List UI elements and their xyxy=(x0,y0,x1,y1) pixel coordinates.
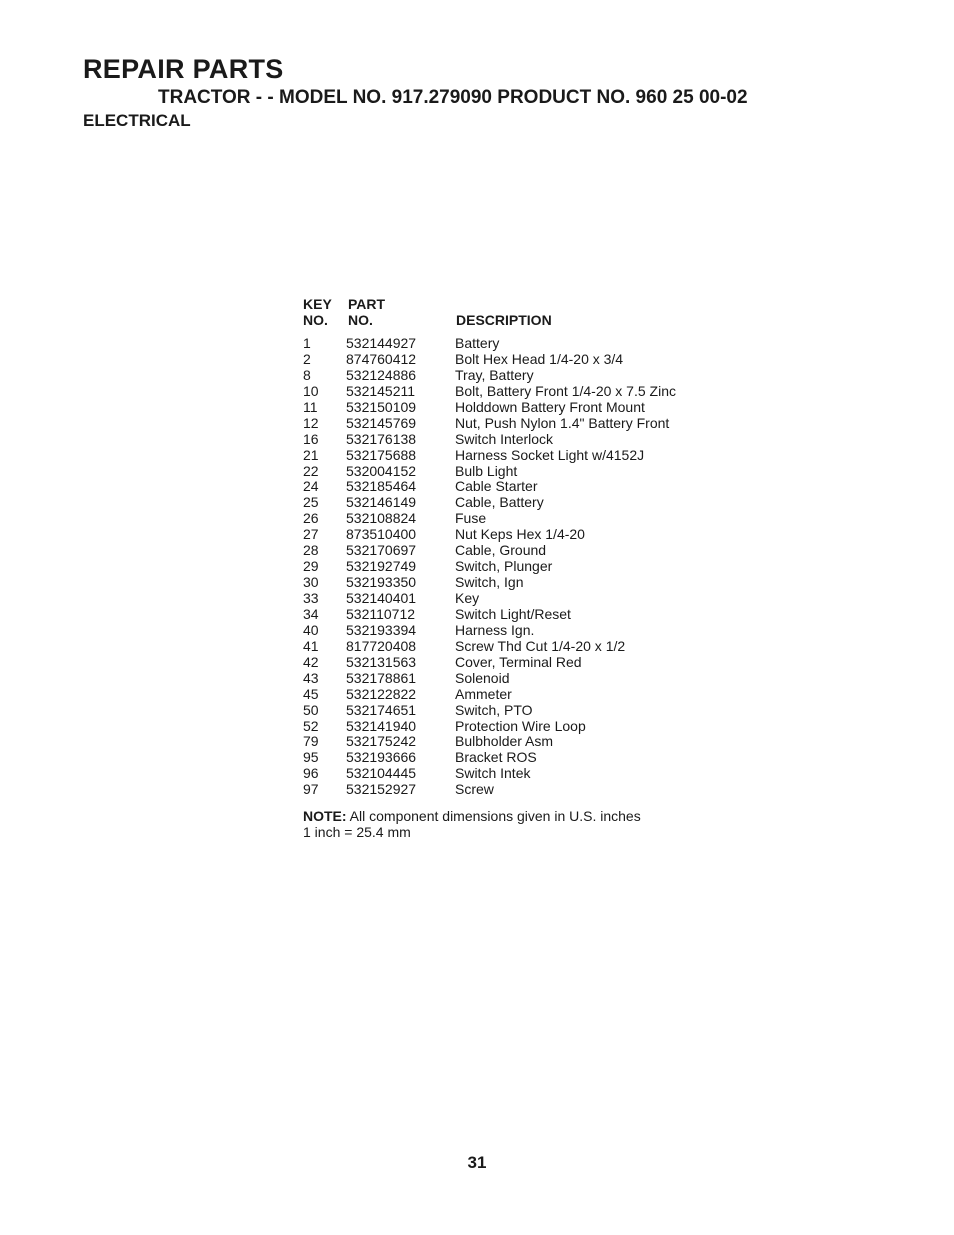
note-conversion: 1 inch = 25.4 mm xyxy=(303,824,411,841)
part-no-cell: 532152927 xyxy=(346,781,417,798)
part-no-cell: 532175242 xyxy=(346,733,417,750)
key-no-cell: 29 xyxy=(303,558,319,575)
part-no-cell: 532193394 xyxy=(346,621,417,638)
part-no-cell: 817720408 xyxy=(346,637,417,654)
key-no-cell: 97 xyxy=(303,781,319,798)
description-cell: Switch Intek xyxy=(455,765,531,782)
description-cell: Harness Socket Light w/4152J xyxy=(455,446,645,463)
table-row xyxy=(303,464,733,480)
part-no-cell: 532110712 xyxy=(346,605,416,622)
key-no-cell: 33 xyxy=(303,590,319,606)
part-no-cell: 532124886 xyxy=(346,366,417,383)
table-row xyxy=(303,527,733,543)
table-row xyxy=(303,495,733,511)
section-title: ELECTRICAL xyxy=(83,111,191,130)
key-no-cell: 42 xyxy=(303,653,319,670)
description-cell: Ammeter xyxy=(455,685,512,702)
table-row xyxy=(303,703,733,719)
table-row xyxy=(303,782,733,798)
description-cell: Cable, Ground xyxy=(455,542,547,559)
part-no-cell: 532170697 xyxy=(346,542,417,559)
description-cell: Key xyxy=(455,590,480,606)
description-cell: Bolt Hex Head 1/4-20 x 3/4 xyxy=(455,350,624,367)
description-cell: Switch, Plunger xyxy=(455,558,553,575)
key-no-cell: 25 xyxy=(303,494,319,511)
table-row xyxy=(303,384,733,400)
description-header: DESCRIPTION xyxy=(456,312,552,328)
description-cell: Screw Thd Cut 1/4-20 x 1/2 xyxy=(455,637,626,654)
part-no-cell: 532104445 xyxy=(346,765,417,782)
key-no-cell: 10 xyxy=(303,382,319,399)
table-row xyxy=(303,734,733,750)
description-cell: Nut Keps Hex 1/4-20 xyxy=(455,526,585,543)
table-row xyxy=(303,543,733,559)
key-no-cell: 1 xyxy=(303,335,311,351)
key-no-cell: 30 xyxy=(303,574,319,591)
part-no-cell: 873510400 xyxy=(346,526,417,543)
part-header-line1: PART xyxy=(348,296,386,312)
table-row xyxy=(303,400,733,416)
part-no-cell: 532193666 xyxy=(346,749,417,766)
description-cell: Screw xyxy=(455,781,494,798)
key-no-cell: 50 xyxy=(303,701,319,718)
part-no-cell: 532175688 xyxy=(346,446,417,463)
part-no-cell: 532145769 xyxy=(346,414,417,431)
key-no-cell: 22 xyxy=(303,462,319,479)
table-row xyxy=(303,750,733,766)
table-row xyxy=(303,591,733,607)
note xyxy=(303,808,733,840)
description-cell: Bulbholder Asm xyxy=(455,733,554,750)
key-no-cell: 27 xyxy=(303,526,319,543)
part-header-line2: NO. xyxy=(348,312,373,328)
key-no-cell: 28 xyxy=(303,542,319,559)
description-cell: Nut, Push Nylon 1.4" Battery Front xyxy=(455,414,670,431)
description-cell: Bolt, Battery Front 1/4-20 x 7.5 Zinc xyxy=(455,382,676,399)
table-row xyxy=(303,479,733,495)
part-no-cell: 532150109 xyxy=(346,398,417,415)
description-cell: Solenoid xyxy=(455,669,510,686)
table-row xyxy=(303,687,733,703)
description-cell: Switch Light/Reset xyxy=(455,605,571,622)
part-no-cell: 532193350 xyxy=(346,574,417,591)
part-no-cell: 532141940 xyxy=(346,717,417,734)
key-no-cell: 52 xyxy=(303,717,319,734)
description-cell: Bracket ROS xyxy=(455,749,537,766)
key-no-cell: 26 xyxy=(303,510,319,527)
key-no-cell: 16 xyxy=(303,430,319,447)
key-no-cell: 43 xyxy=(303,669,319,686)
table-row xyxy=(303,559,733,575)
description-cell: Switch Interlock xyxy=(455,430,554,447)
model-subtitle: TRACTOR - - MODEL NO. 917.279090 PRODUCT NO. 960 25 00-02 xyxy=(158,87,748,108)
header-row-2 xyxy=(303,312,733,328)
table-row xyxy=(303,671,733,687)
description-cell: Battery xyxy=(455,335,500,351)
table-row xyxy=(303,416,733,432)
note-label: NOTE: xyxy=(303,808,347,825)
description-cell: Tray, Battery xyxy=(455,366,534,383)
description-cell: Cable, Battery xyxy=(455,494,544,511)
page-number: 31 xyxy=(467,1153,487,1172)
description-cell: Protection Wire Loop xyxy=(455,717,586,734)
table-row xyxy=(303,352,733,368)
key-no-cell: 95 xyxy=(303,749,319,766)
table-row xyxy=(303,639,733,655)
parts-rows xyxy=(303,336,733,798)
part-no-cell: 532131563 xyxy=(346,653,417,670)
description-cell: Switch, Ign xyxy=(455,574,524,591)
table-row xyxy=(303,448,733,464)
part-no-cell: 532174651 xyxy=(346,701,417,718)
part-no-cell: 532178861 xyxy=(346,669,417,686)
description-cell: Cover, Terminal Red xyxy=(455,653,582,670)
part-no-cell: 532176138 xyxy=(346,430,417,447)
table-row xyxy=(303,336,733,352)
key-no-cell: 11 xyxy=(303,398,318,415)
part-no-cell: 532108824 xyxy=(346,510,417,527)
key-no-cell: 8 xyxy=(303,366,311,383)
part-no-cell: 874760412 xyxy=(346,350,417,367)
table-row xyxy=(303,766,733,782)
table-row xyxy=(303,432,733,448)
key-no-cell: 21 xyxy=(303,446,319,463)
description-cell: Cable Starter xyxy=(455,478,538,495)
table-row xyxy=(303,655,733,671)
key-no-cell: 2 xyxy=(303,350,311,367)
table-row xyxy=(303,607,733,623)
part-no-cell: 532146149 xyxy=(346,494,417,511)
part-no-cell: 532140401 xyxy=(346,590,417,606)
page-title: REPAIR PARTS xyxy=(83,54,284,84)
parts-list xyxy=(303,296,733,840)
key-no-cell: 34 xyxy=(303,605,319,622)
key-no-cell: 96 xyxy=(303,765,319,782)
key-no-cell: 24 xyxy=(303,478,319,495)
table-row xyxy=(303,623,733,639)
note-text: All component dimensions given in U.S. inches xyxy=(346,808,641,825)
key-header-line2: NO. xyxy=(303,312,328,328)
key-no-cell: 40 xyxy=(303,621,319,638)
description-cell: Fuse xyxy=(455,510,487,527)
table-row xyxy=(303,719,733,735)
table-row xyxy=(303,511,733,527)
description-cell: Harness Ign. xyxy=(455,621,535,638)
key-no-cell: 41 xyxy=(303,637,319,654)
key-header-line1: KEY xyxy=(303,296,332,312)
part-no-cell: 532122822 xyxy=(346,685,417,702)
part-no-cell: 532185464 xyxy=(346,478,417,495)
description-cell: Switch, PTO xyxy=(455,701,533,718)
description-cell: Holddown Battery Front Mount xyxy=(455,398,645,415)
key-no-cell: 45 xyxy=(303,685,319,702)
part-no-cell: 532144927 xyxy=(346,335,417,351)
key-no-cell: 12 xyxy=(303,414,319,431)
description-cell: Bulb Light xyxy=(455,462,518,479)
table-row xyxy=(303,575,733,591)
part-no-cell: 532004152 xyxy=(346,462,417,479)
part-no-cell: 532192749 xyxy=(346,558,417,575)
key-no-cell: 79 xyxy=(303,733,319,750)
part-no-cell: 532145211 xyxy=(346,382,416,399)
table-row xyxy=(303,368,733,384)
header-row-1 xyxy=(303,296,733,312)
